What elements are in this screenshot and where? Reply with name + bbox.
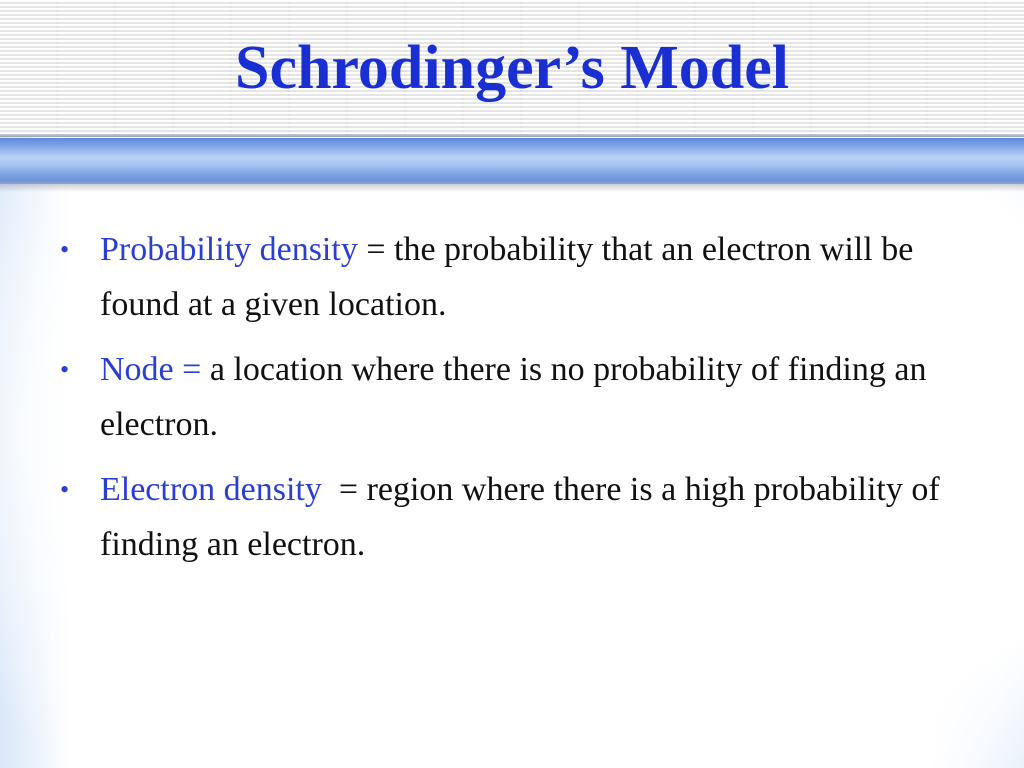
definition-node: a location where there is no probability of finding an electron. [100,351,927,443]
definition-probability-density: = the probability that an electron will be found at a given location. [100,231,914,323]
header-bar-shadow [0,184,1024,192]
term-electron-density: Electron density [100,471,322,508]
header-accent-bar [0,138,1024,184]
bullet-list [60,222,960,582]
bullet-marker: • [60,355,70,384]
bullet-marker: • [60,235,70,264]
bullet-electron-density [60,462,960,572]
term-node: Node = [100,351,202,388]
bullet-marker: • [60,475,70,504]
bullet-node [60,342,960,452]
definition-electron-density: = region where there is a high probability of finding an electron. [100,471,949,563]
term-probability-density: Probability density [100,231,358,268]
header-divider [0,134,1024,137]
slide-title: Schrodinger’s Model [235,34,789,102]
bullet-probability-density [60,222,960,332]
